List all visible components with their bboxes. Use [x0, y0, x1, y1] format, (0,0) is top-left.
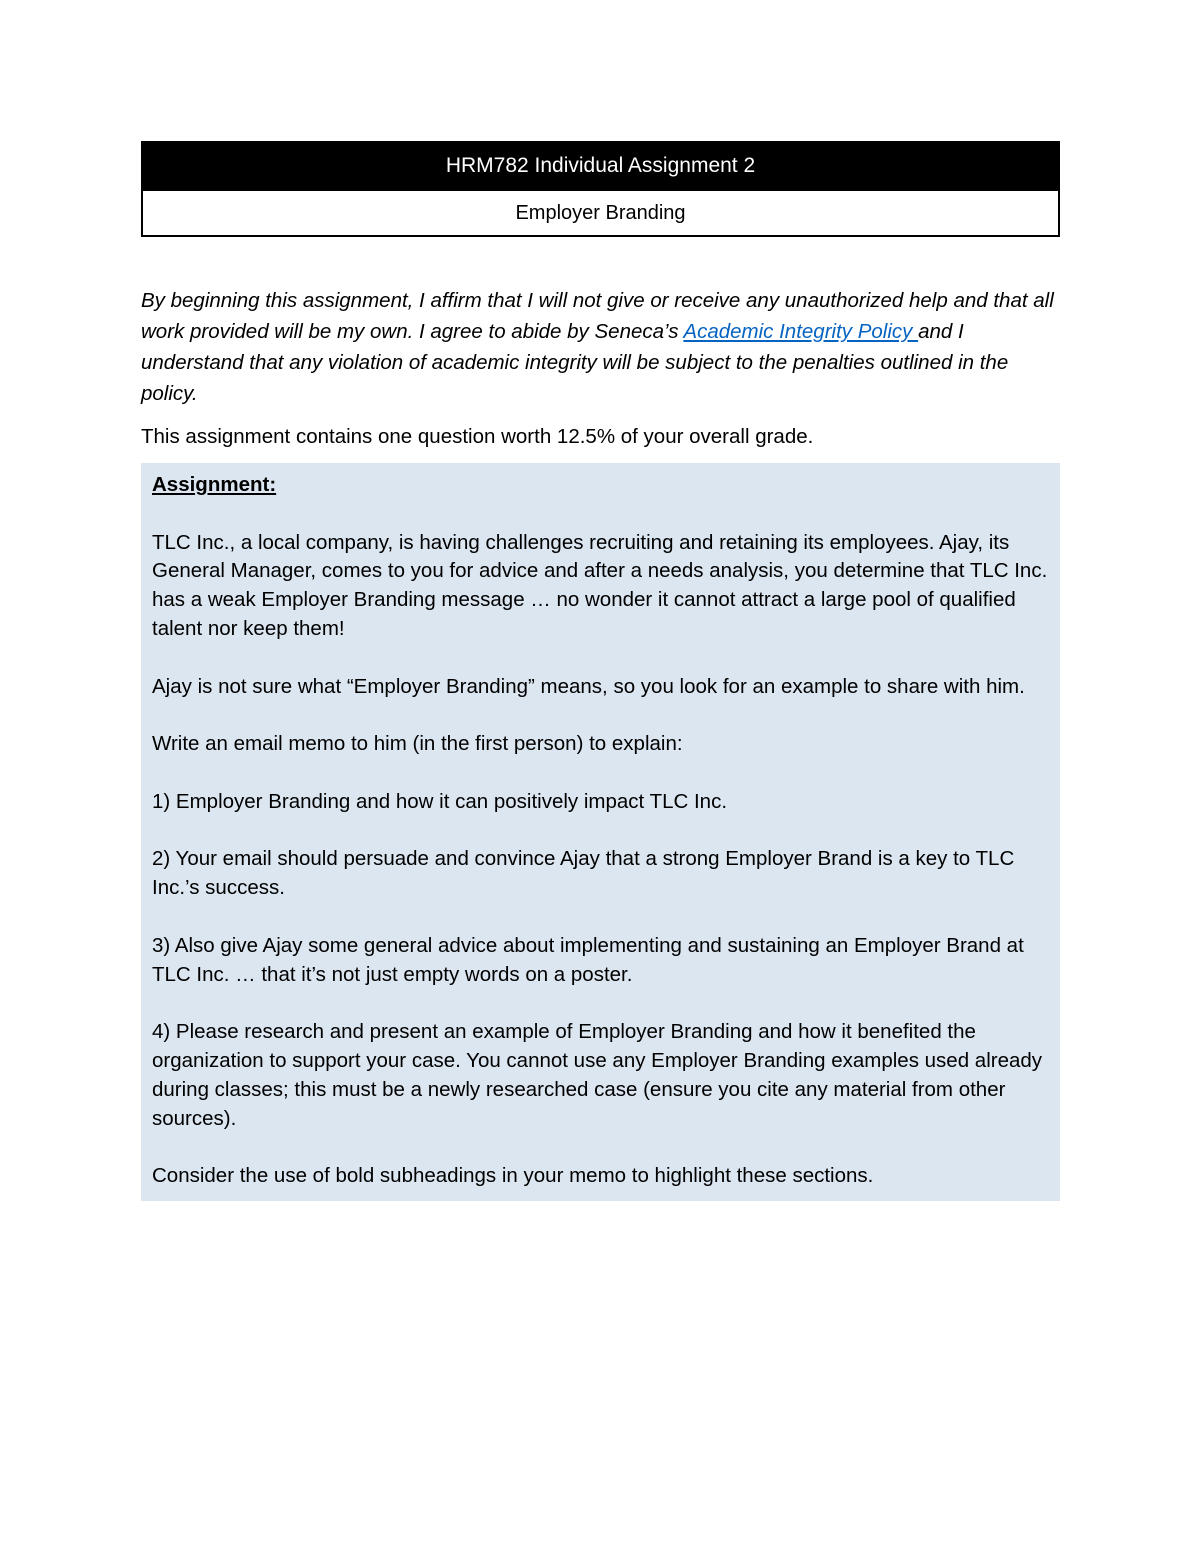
affirmation-text-start: By beginning this assignment, I affirm that I will not give or receive any unauthorized help and that all work provided will be my own. I agree to abide by Seneca’s [141, 289, 1054, 343]
document-page [141, 141, 1060, 1201]
assignment-ajay-unsure: Ajay is not sure what “Employer Branding” means, so you look for an example to share with him. [152, 674, 1025, 698]
assignment-box [141, 463, 1060, 1201]
assignment-instruction: Write an email memo to him (in the first person) to explain: [152, 732, 683, 756]
assignment-item-1: 1) Employer Branding and how it can positively impact TLC Inc. [152, 789, 728, 813]
academic-integrity-policy-link[interactable]: Academic Integrity Policy [683, 320, 919, 343]
assignment-title: HRM782 Individual Assignment 2 [143, 143, 1058, 189]
assignment-item-2: 2) Your email should persuade and convince Ajay that a strong Employer Brand is a key to TLC Inc.’s success. [152, 847, 1015, 900]
affirmation-text-end: and I understand that any violation of academic integrity will be subject to the penalties outlined in the policy. [141, 320, 1009, 405]
title-table [141, 141, 1060, 237]
assignment-item-3: 3) Also give Ajay some general advice about implementing and sustaining an Employer Brand at TLC Inc. … that it’s not just empty words on a poster. [152, 933, 1024, 986]
assignment-intro: TLC Inc., a local company, is having challenges recruiting and retaining its employees. Ajay, its General Manager, comes to you for advice and after a needs analysis, you determine that TLC Inc. has a weak Employer Branding message … no wonder it cannot attract a large pool of qualified talent nor keep them! [152, 530, 1048, 640]
academic-integrity-statement [141, 285, 1056, 409]
assignment-worth: This assignment contains one question worth 12.5% of your overall grade. [141, 425, 814, 448]
assignment-heading: Assignment: [152, 473, 277, 496]
assignment-closing: Consider the use of bold subheadings in your memo to highlight these sections. [152, 1164, 874, 1188]
assignment-subtitle: Employer Branding [143, 189, 1058, 235]
assignment-item-4: 4) Please research and present an example of Employer Branding and how it benefited the organization to support your case. You cannot use any Employer Branding examples used already during classes; this must be a newly researched case (ensure you cite any material from other sources). [152, 1020, 1043, 1130]
